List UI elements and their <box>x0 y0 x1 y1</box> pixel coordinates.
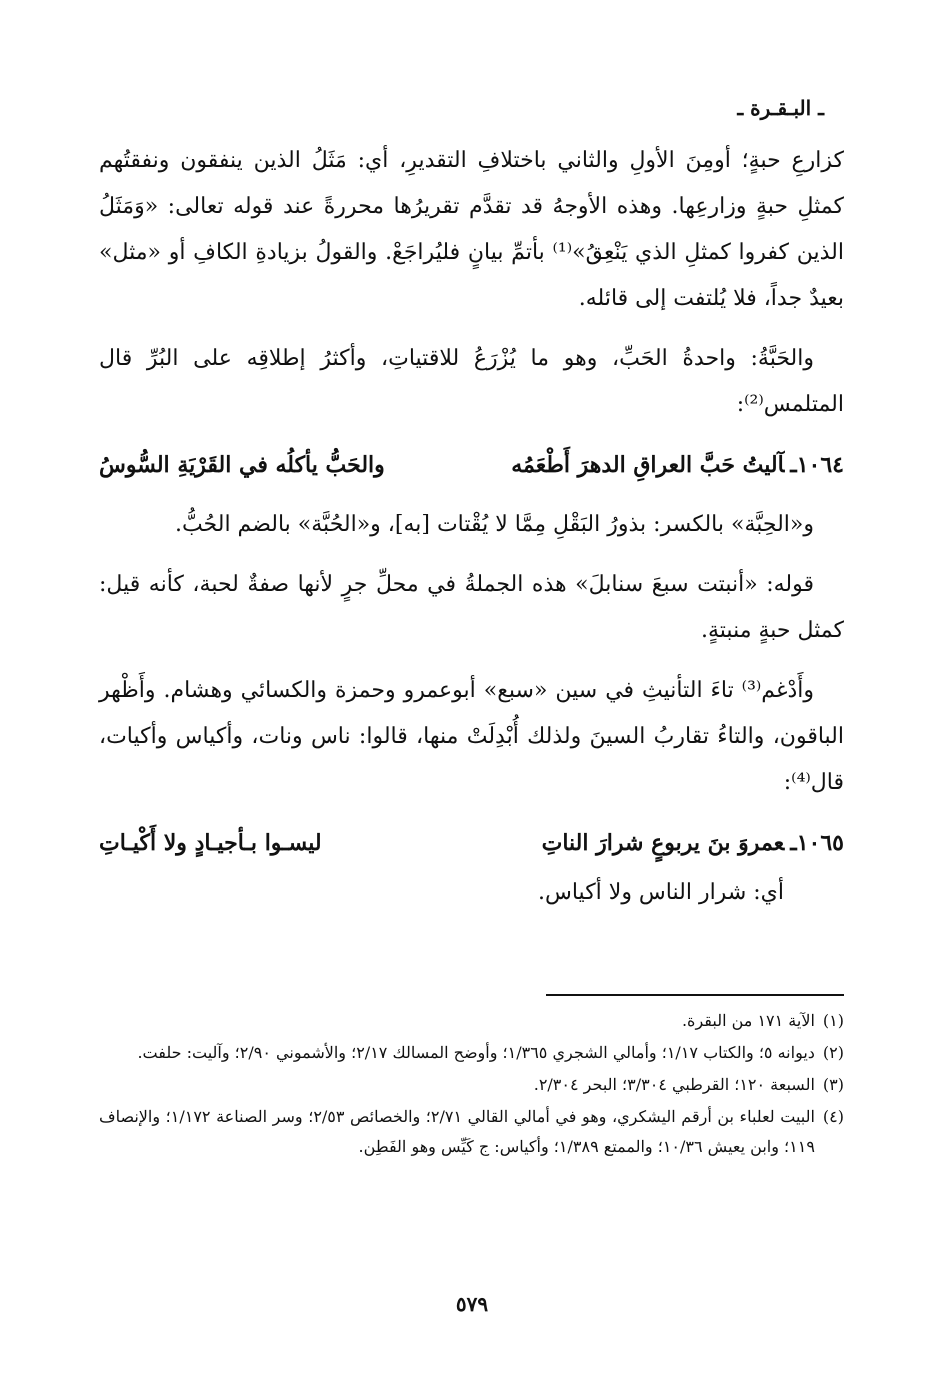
footnote-3 <box>99 1070 844 1100</box>
paragraph-5: وأَدْغم⁽³⁾ تاءَ التأنيثِ في سين «سبع» أبوعمرو وحمزة والكسائي وهشام. وأَظْهر الباقون، والتاءُ تقاربُ السينَ ولذلك أُبْدِلَتْ منها، قالوا: ناس ونات، وأكياس وأكيات، قال⁽⁴⁾: <box>99 678 844 795</box>
footnote-text: البيت لعلباء بن أرقم اليشكري، وهو في أمالي القالي ٢/٧١؛ والخصائص ٢/٥٣؛ وسر الصناعة ١/١٧٢؛ والإنصاف ١١٩؛ وابن يعيش ١٠/٣٦؛ والممتع ١/٣٨٩؛ وأكياس: ج كَيِّس وهو الفَطِن. <box>99 1107 815 1156</box>
footnote-number: (٤) <box>822 1107 844 1126</box>
verse-1064-first-text: آليتُ حَبَّ العراقِ الدهرَ أَطْعَمُه <box>511 452 785 478</box>
verse-1064-second-hemistich: والحَبُّ يأكلُه في القَرْيَةِ السُّوسُ <box>99 452 385 478</box>
paragraph-4: قوله: «أنبتت سبعَ سنابلَ» هذه الجملةُ في محلِّ جرٍ لأنها صفةٌ لحبة، كأنه قيل: كمثل حبةٍ منبتةٍ. <box>99 572 844 643</box>
footnote-4 <box>99 1102 844 1162</box>
verse-1065 <box>99 820 844 866</box>
paragraph-3: و«الحِبَّة» بالكسر: بذورُ البَقْلِ مِمَّا لا يُقْتات [به]، و«الحُبَّة» بالضم الحُبُّ. <box>174 512 814 537</box>
footnote-number: (٣) <box>822 1075 844 1094</box>
verse-1064 <box>99 442 844 488</box>
verse-1064-first-hemistich <box>511 442 844 488</box>
paragraph-2: والحَبَّةُ: واحدةُ الحَبِّ، وهو ما يُزْرَعُ للاقتياتِ، وأكثرُ إطلاقِه على البُرِّ قال المتلمس⁽²⁾: <box>99 346 844 417</box>
verse-1065-second-hemistich: ليسـوا بـأجيـادٍ ولا أَكْيـاتِ <box>99 830 322 856</box>
verse-1064-number: ١٠٦٤ـ <box>790 452 844 478</box>
footnote-separator <box>546 994 844 996</box>
paragraph-1: كزارعِ حبةٍ؛ أومِنَ الأولِ والثاني باختلافِ التقديرِ، أي: مَثَلُ الذين ينفقون ونفقتُهم كمثلِ حبةٍ وزارعِها. وهذه الأوجهُ قد تقدَّم تقريرُها محررةً عند قوله تعالى: «وَمَثَلُ الذين كفروا كمثلِ الذي يَنْعِقُ»⁽¹⁾ بأتمِّ بيانٍ فليُراجَعْ. والقولُ بزيادةِ الكافِ أو «مثل» بعيدٌ جداً، فلا يُلتفت إلى قائله. <box>99 148 844 311</box>
verse-1065-first-text: عمروَ بنَ يربوعٍ شرارَ الناتِ <box>541 830 785 856</box>
running-header: ـ البـقـرة ـ <box>737 96 824 120</box>
footnote-1 <box>99 1006 844 1036</box>
footnote-number: (١) <box>822 1011 844 1030</box>
verse-1065-number: ١٠٦٥ـ <box>790 830 844 856</box>
main-text <box>99 138 844 930</box>
footnote-number: (٢) <box>822 1043 844 1062</box>
footnote-text: ديوانه ٥؛ والكتاب ١/١٧؛ وأمالي الشجري ١/٣٦٥؛ وأوضح المسالك ٢/١٧؛ والأشموني ٢/٩٠؛ وآليت: حلفت. <box>137 1043 815 1062</box>
footnote-text: السبعة ١٢٠؛ القرطبي ٣/٣٠٤؛ البحر ٢/٣٠٤. <box>533 1075 815 1094</box>
page-number: ٥٧٩ <box>455 1292 489 1316</box>
verse-1065-first-hemistich <box>542 820 844 866</box>
footnote-text: الآية ١٧١ من البقرة. <box>681 1011 815 1030</box>
footnotes <box>99 1006 844 1164</box>
footnote-2 <box>99 1038 844 1068</box>
verse-1065-gloss: أي: شرار الناس ولا أكياس. <box>538 880 784 905</box>
